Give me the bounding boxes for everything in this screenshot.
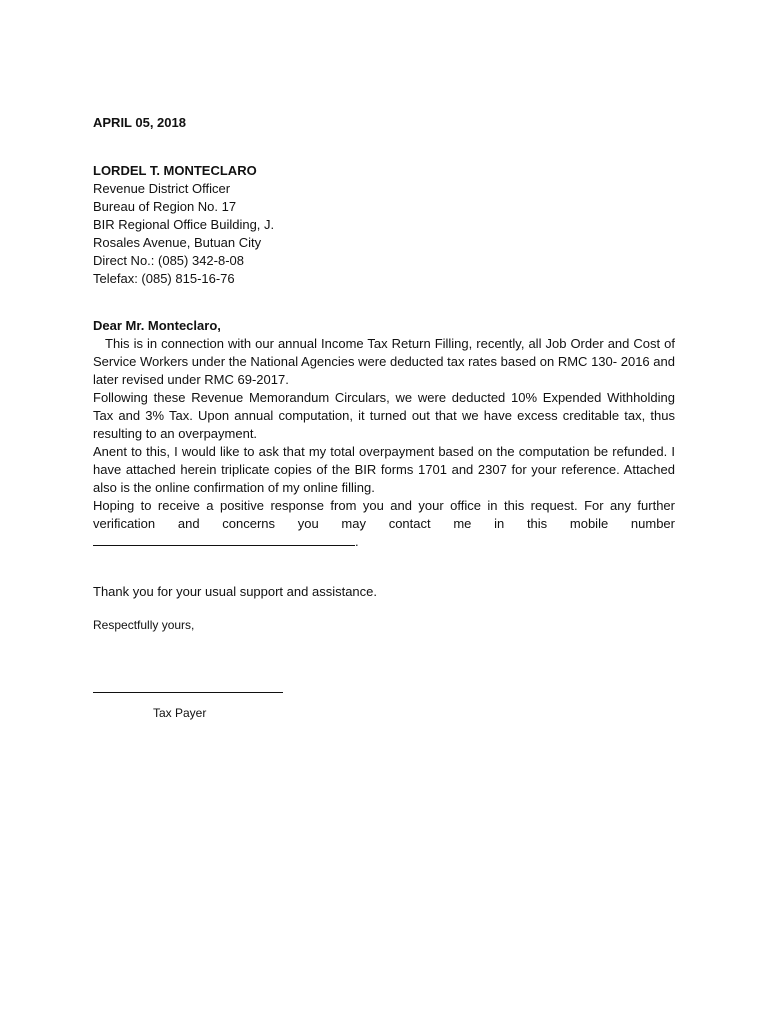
recipient-block <box>93 162 675 288</box>
recipient-direct-number: Direct No.: (085) 342-8-08 <box>93 253 245 268</box>
recipient-address-line-2: Rosales Avenue, Butuan City <box>93 235 262 250</box>
body-paragraph-2: Following these Revenue Memorandum Circulars, we were deducted 10% Expended Withholding Tax and 3% Tax. Upon annual computation, it turned out that we have excess creditable tax, thus resulting to an overpayment. <box>93 390 675 441</box>
signer-name: Tax Payer <box>153 706 207 720</box>
recipient-name: LORDEL T. MONTECLARO <box>93 163 257 178</box>
body-paragraph-3: Anent to this, I would like to ask that my total overpayment based on the computation be refunded. I have attached herein triplicate copies of the BIR forms 1701 and 2307 for your reference. Attached also is the online confirmation of my online filling. <box>93 444 675 495</box>
body-paragraph-1: This is in connection with our annual Income Tax Return Filling, recently, all Job Order and Cost of Service Workers under the National Agencies were deducted tax rates based on RMC 130- 2016 and later revised under RMC 69-2017. <box>93 336 675 387</box>
thanks-line: Thank you for your usual support and assistance. <box>93 584 377 599</box>
mobile-number-blank <box>93 533 355 546</box>
letter-page <box>93 114 675 721</box>
recipient-office: Bureau of Region No. 17 <box>93 199 237 214</box>
closing: Respectfully yours, <box>93 618 195 632</box>
recipient-title: Revenue District Officer <box>93 181 231 196</box>
recipient-address-line-1: BIR Regional Office Building, J. <box>93 217 275 232</box>
signature-line <box>93 692 283 693</box>
body-paragraph-4-text: Hoping to receive a positive response from you and your office in this request. For any further verification and concerns you may contact me in this mobile number <box>93 498 675 531</box>
recipient-telefax: Telefax: (085) 815-16-76 <box>93 271 235 286</box>
body-paragraph-4 <box>93 497 675 551</box>
paragraph-end-period: . <box>355 534 359 549</box>
letter-date: APRIL 05, 2018 <box>93 115 186 130</box>
salutation: Dear Mr. Monteclaro, <box>93 318 221 333</box>
